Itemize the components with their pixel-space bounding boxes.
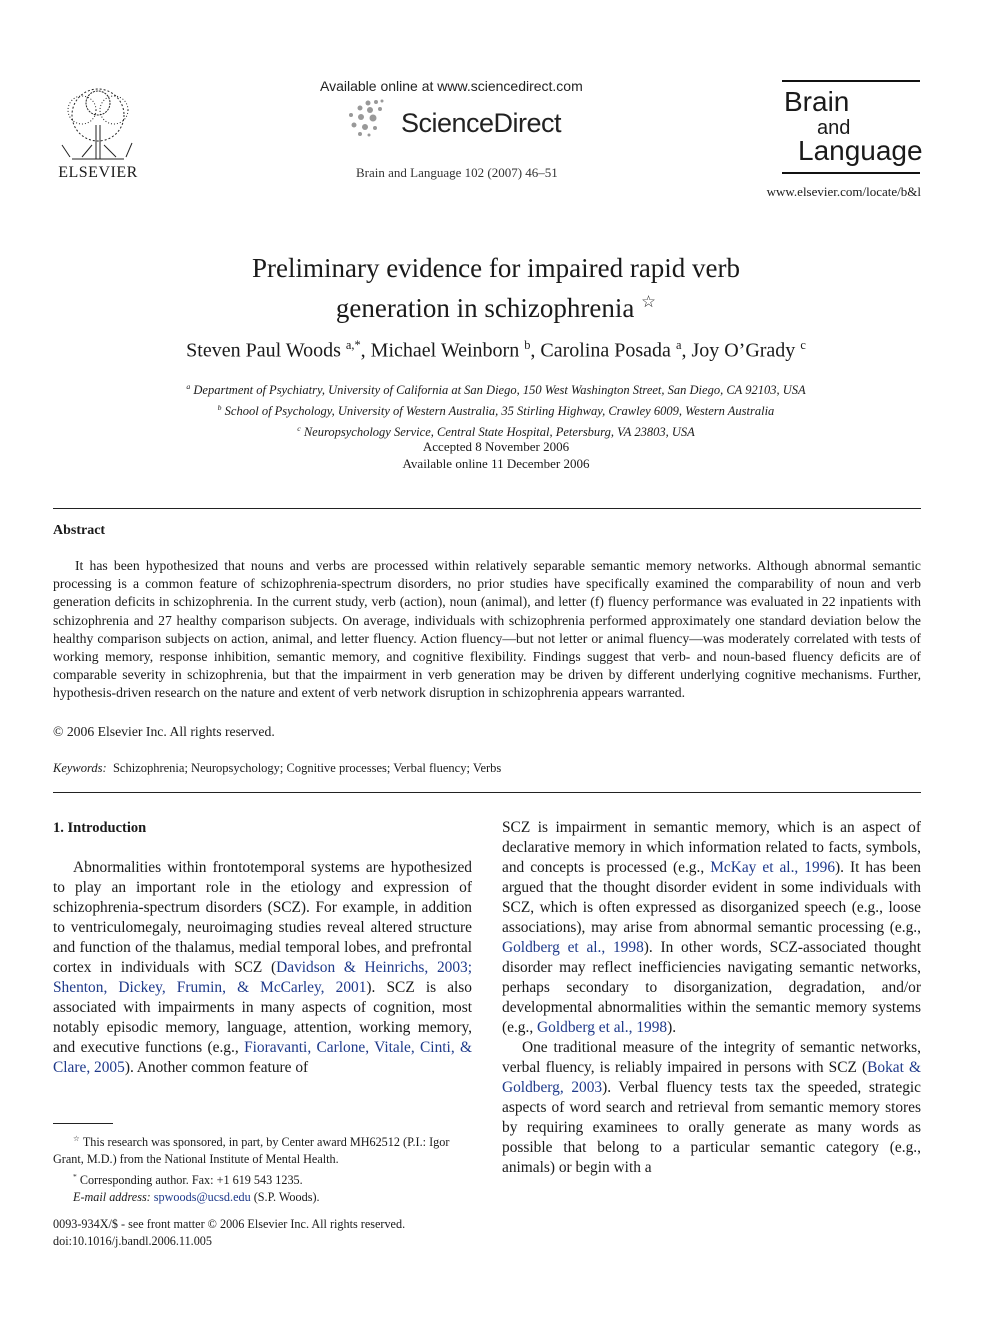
- paragraph-text: ).: [667, 1019, 677, 1036]
- abstract-heading: Abstract: [53, 523, 106, 538]
- citation-link[interactable]: Goldberg et al., 1998: [502, 939, 644, 956]
- author-affiliation-mark: a: [675, 338, 682, 352]
- abstract-top-divider: [53, 508, 921, 509]
- title-line-1: Preliminary evidence for impaired rapid verb: [251, 253, 741, 283]
- journal-logo-rule-top: [782, 80, 920, 82]
- affiliation-item: [96, 399, 896, 420]
- footnote-star-mark: ☆: [73, 1134, 80, 1143]
- author-name[interactable]: Michael Weinborn: [370, 339, 520, 362]
- citation-link[interactable]: Goldberg et al., 1998: [537, 1019, 668, 1036]
- affiliation-mark: a: [186, 382, 191, 391]
- footnotes: [53, 1130, 473, 1206]
- citation-link[interactable]: Bokat & Goldberg, 2003: [502, 1059, 921, 1096]
- paragraph-text: Abnormalities within frontotemporal systems are hypothesized to play an important role in the etiology and expression of schizophrenia-spectrum disorders (SCZ). For example, in addition to ventriculomegaly, neuroimaging studies reveal altered structure and function of the thalamus, medial temporal lobes, and prefrontal cortex in individuals with SCZ (: [53, 859, 472, 976]
- title-footnote-star[interactable]: ☆: [641, 292, 657, 311]
- keywords-list: Schizophrenia; Neuropsychology; Cognitive processes; Verbal fluency; Verbs: [112, 761, 502, 775]
- page-footer: [53, 1216, 405, 1250]
- author-list: Steven Paul Woods $^{a,*}$, Michael Weinborn $^b$, Carolina Posada $^a$, Joy O’Grady $^c$: [186, 338, 806, 362]
- accepted-date: Accepted 8 November 2006: [422, 439, 570, 454]
- paragraph-text: ). It has been argued that the thought disorder evident in some individuals with SCZ, which is often expressed as disorganized speech (e.g., loose associations), may arise from abnormal semantic processing (e.g.,: [502, 859, 921, 936]
- author-affiliation-mark: a,*: [345, 338, 361, 352]
- paragraph-text: One traditional measure of the integrity of semantic networks, verbal fluency, is reliably impaired in persons with SCZ (: [502, 1039, 921, 1076]
- paragraph-text: ). Verbal fluency tests tax the speeded, strategic aspects of word search and retrieval from semantic memory stores by requiring examinees to orally generate as many words as possible that belong to a particular semantic category (e.g., animals) or begin with a: [502, 1079, 921, 1176]
- available-online-text: Available online at www.sciencedirect.com: [320, 78, 583, 94]
- citation-link[interactable]: Davidson & Heinrichs, 2003; Shenton, Dickey, Frumin, & McCarley, 2001: [53, 959, 472, 996]
- footnote-email: [53, 1189, 473, 1206]
- paragraph-text: ). In other words, SCZ-associated thought disorder may reflect inefficiencies navigating semantic networks, perhaps secondary to disorganization, degradation, and/or developmental abnormalities within the semantic memory systems (e.g.,: [502, 939, 922, 1036]
- journal-logo-language: Language: [798, 135, 923, 166]
- affiliation-text: Department of Psychiatry, University of California at San Diego, 150 West Washington Street, San Diego, CA 92103, USA: [193, 383, 806, 398]
- author-affiliation-mark: b: [524, 338, 531, 352]
- front-matter-line: 0093-934X/$ - see front matter © 2006 Elsevier Inc. All rights reserved.: [53, 1217, 406, 1231]
- email-label: E-mail address:: [73, 1190, 151, 1205]
- paragraph-text: ). SCZ is also associated with impairments in many aspects of cognition, most notably episodic memory, language, attention, working memory, and executive functions (e.g.,: [53, 979, 472, 1056]
- journal-citation: Brain and Language 102 (2007) 46–51: [356, 165, 558, 180]
- article-title: [96, 252, 896, 325]
- title-line-2: [96, 285, 896, 325]
- affiliation-mark: c: [297, 424, 301, 434]
- citation-link[interactable]: Fioravanti, Carlone, Vitale, Cinti, & Clare, 2005: [53, 1039, 472, 1076]
- sciencedirect-dots-icon: [346, 98, 386, 138]
- affiliation-list: [96, 378, 896, 441]
- footnote-funding: [53, 1130, 473, 1168]
- citation-link[interactable]: McKay et al., 1996: [710, 859, 836, 876]
- affiliation-text: School of Psychology, University of Western Australia, 35 Stirling Highway, Crawley 6009, Western Australia: [224, 404, 775, 419]
- abstract-bottom-divider: [53, 792, 921, 793]
- intro-paragraph-3: [502, 1038, 921, 1178]
- section-heading-introduction: 1. Introduction: [53, 820, 147, 836]
- author-name[interactable]: Carolina Posada: [540, 339, 671, 362]
- footnote-corresponding: [53, 1168, 473, 1189]
- email-suffix: (S.P. Woods).: [253, 1190, 320, 1205]
- affiliation-text: Neuropsychology Service, Central State Hospital, Petersburg, VA 23803, USA: [303, 425, 695, 440]
- footnote-asterisk-mark: *: [73, 1172, 77, 1182]
- intro-paragraph-2: [502, 818, 921, 1038]
- paragraph-text: ). Another common feature of: [124, 1059, 309, 1076]
- abstract-copyright: © 2006 Elsevier Inc. All rights reserved.: [53, 724, 275, 739]
- article-dates: [296, 438, 696, 472]
- footnote-divider: [53, 1123, 113, 1124]
- title-line-2-text: generation in schizophrenia: [335, 293, 635, 323]
- email-link[interactable]: spwoods@ucsd.edu: [153, 1190, 251, 1205]
- sciencedirect-wordmark: ScienceDirect: [401, 108, 562, 138]
- author-name[interactable]: Steven Paul Woods: [186, 339, 341, 362]
- doi-line[interactable]: doi:10.1016/j.bandl.2006.11.005: [53, 1234, 212, 1248]
- paragraph-text: SCZ is impairment in semantic memory, which is an aspect of declarative memory in which information related to facts, symbols, and concepts is processed (e.g.,: [502, 819, 921, 876]
- footnote-funding-text: This research was sponsored, in part, by Center award MH62512 (P.I.: Igor Grant, M.D.) from the National Institute of Mental Health.: [53, 1135, 450, 1167]
- publisher-name: ELSEVIER: [58, 164, 138, 181]
- body-column-left: [53, 818, 472, 1078]
- journal-logo-brain: Brain: [784, 86, 850, 117]
- available-date: Available online 11 December 2006: [402, 456, 590, 471]
- footnote-corresponding-text: Corresponding author. Fax: +1 619 543 1235.: [79, 1173, 303, 1188]
- affiliation-item: [96, 378, 896, 399]
- journal-logo-rule-bottom: [782, 172, 920, 174]
- author-affiliation-mark: c: [800, 338, 806, 352]
- keywords: [53, 761, 501, 776]
- journal-logo-and: and: [817, 117, 851, 139]
- keywords-label: Keywords:: [53, 761, 107, 775]
- affiliation-mark: b: [217, 403, 222, 413]
- body-column-right: [502, 818, 921, 1178]
- abstract-body: It has been hypothesized that nouns and verbs are processed within relatively separable semantic memory networks. Although abnormal semantic processing is a common feature of schizophrenia-spectrum disorders, no prior studies have specifically examined the comparability of noun and verb generation deficits in schizophrenia. In the current study, verb (action), noun (animal), and letter (f) fluency performance was evaluated in 22 inpatients with schizophrenia and 27 healthy comparison subjects. On average, individuals with schizophrenia performed approximately one standard deviation below the healthy comparison subjects on action, animal, and letter fluency. Action fluency—but not letter or animal fluency—was moderately correlated with tests of working memory, response inhibition, semantic memory, and cognitive flexibility. Findings suggest that verb- and noun-based fluency deficits are of comparable severity in schizophrenia, but that the impairment in verb generation may be driven by different underlying cognitive mechanisms. Further, hypothesis-driven research on the nature and extent of verb network disruption in schizophrenia appears warranted.: [53, 558, 921, 701]
- intro-paragraph-1: [53, 858, 472, 1078]
- author-name[interactable]: Joy O’Grady: [691, 339, 796, 362]
- journal-url-link[interactable]: www.elsevier.com/locate/b&l: [766, 184, 921, 199]
